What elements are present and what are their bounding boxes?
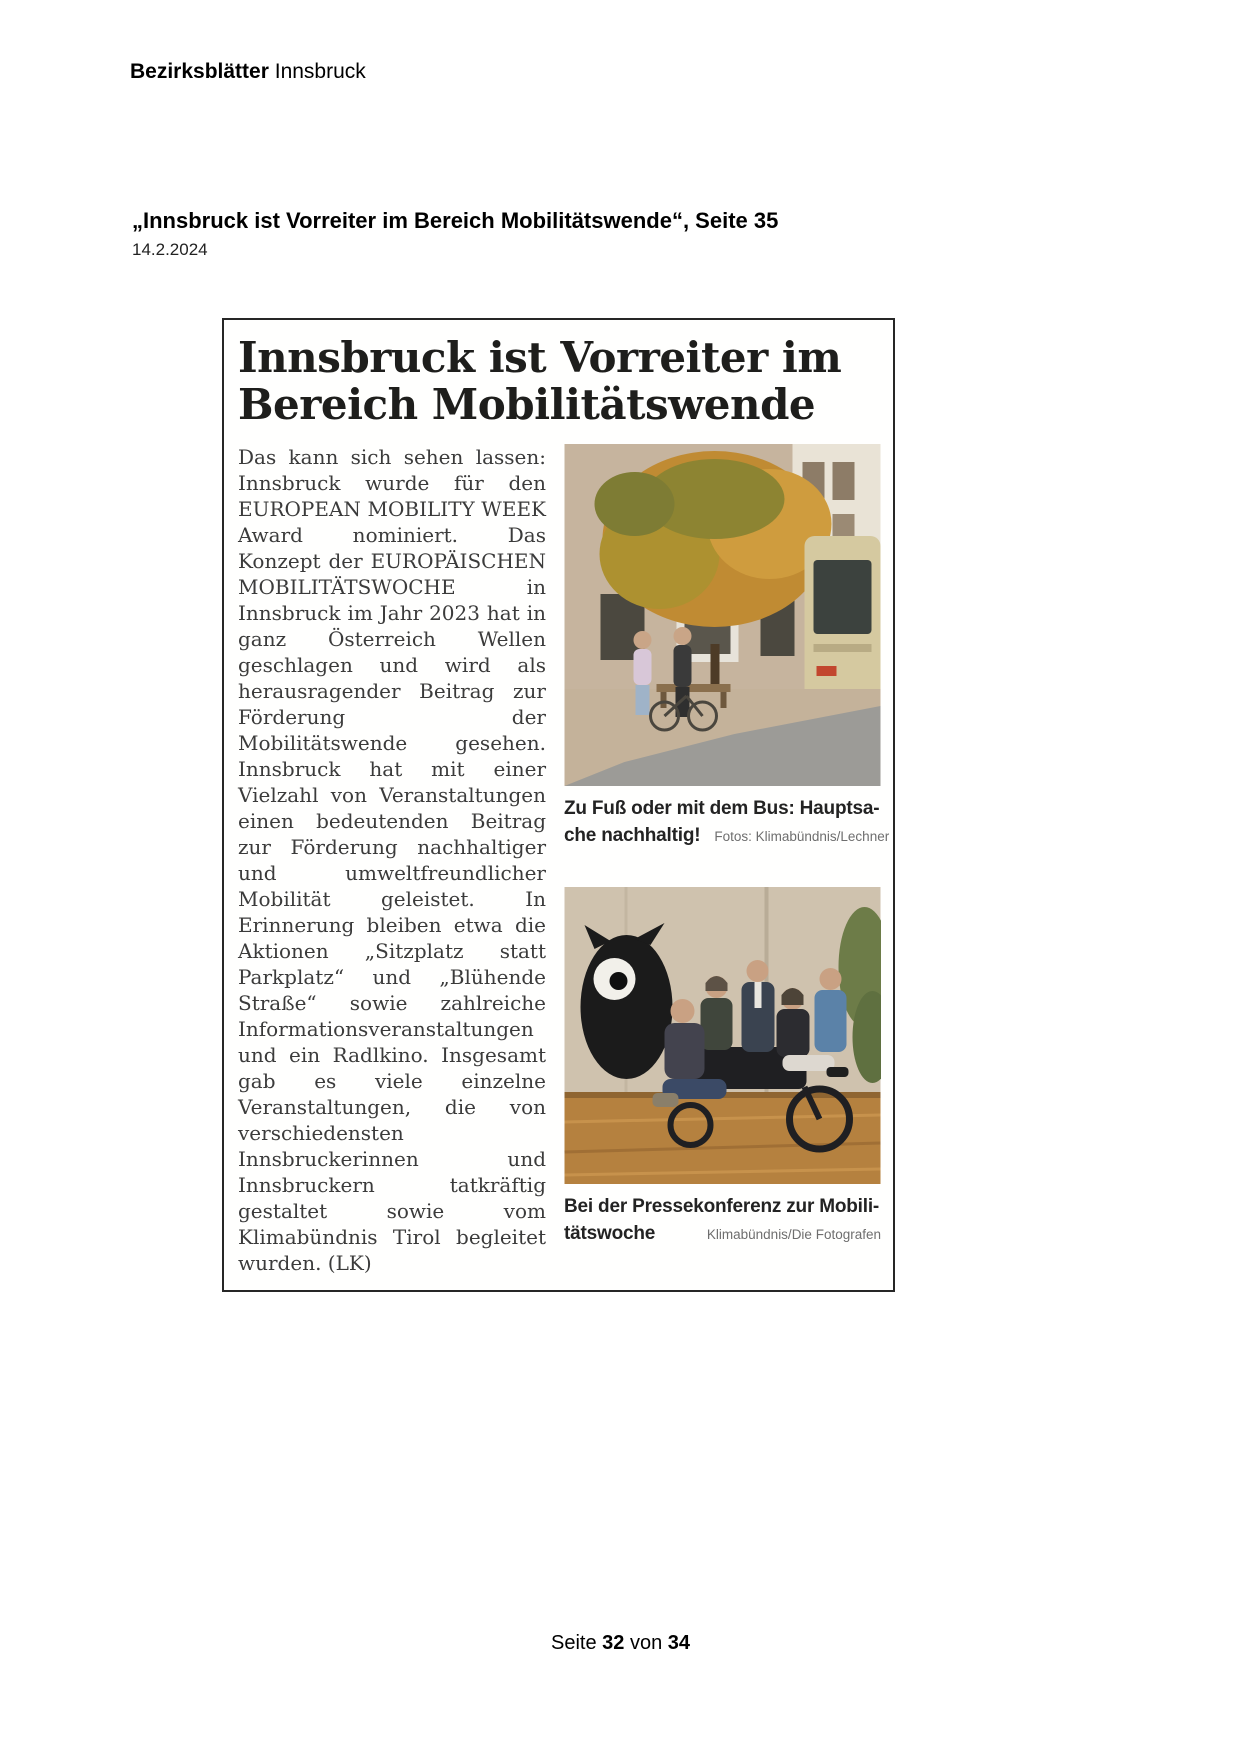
footer-total-pages: 34 (667, 1632, 691, 1654)
photo1-credit: Fotos: Klimabündnis/Lechner (714, 829, 890, 844)
press-conference-photo (564, 887, 881, 1184)
article-headline-line1: Innsbruck ist Vorreiter im (238, 333, 842, 382)
article-media-column (564, 444, 890, 1276)
photo1-caption (564, 795, 890, 849)
publication-header (130, 60, 366, 84)
photo2-caption-line2: tätswoche (564, 1223, 656, 1244)
footer-page-number: 32 (602, 1632, 625, 1654)
photo2-caption-line1: Bei der Pressekonferenz zur Mobili- (564, 1196, 880, 1217)
footer-separator: von (629, 1632, 663, 1654)
photo2-credit: Klimabündnis/Die Fotografen (706, 1227, 881, 1242)
article-columns (238, 444, 890, 1276)
street-photo (564, 444, 881, 786)
publication-edition: Innsbruck (274, 60, 366, 83)
photo1-caption-line2: che nachhaltig! (564, 825, 701, 846)
article-headline (238, 334, 879, 428)
photo1-caption-line1: Zu Fuß oder mit dem Bus: Hauptsa- (564, 798, 880, 819)
clipping-title: „Innsbruck ist Vorreiter im Bereich Mobilitätswende“, Seite 35 (132, 208, 779, 233)
newspaper-clipping (222, 318, 895, 1292)
publication-name: Bezirksblätter (130, 60, 269, 83)
article-headline-line2: Bereich Mobilitätswende (238, 380, 816, 429)
footer-label: Seite (550, 1632, 597, 1654)
photo2-caption (564, 1193, 881, 1247)
page-footer (0, 1632, 1241, 1655)
clipping-date: 14.2.2024 (132, 240, 208, 259)
article-body: Das kann sich sehen lassen: Innsbruck wurde für den EUROPEAN MOBILITY WEEK Award nominiert. Das Konzept der EUROPÄISCHEN MOBILITÄTSWOCHE in Innsbruck im Jahr 2023 hat in ganz Österreich Wellen geschlagen und wird als herausragender Beitrag zur Förderung der Mobilitätswende gesehen. Innsbruck hat mit einer Vielzahl von Veranstaltungen einen bedeutenden Beitrag zur Förderung nachhaltiger und umweltfreundlicher Mobilität geleistet. In Erinnerung bleiben etwa die Aktionen „Sitzplatz statt Parkplatz“ und „Blühende Straße“ sowie zahlreiche Informationsveranstaltungen und ein Radlkino. Insgesamt gab es viele einzelne Veranstaltungen, die von verschiedensten Innsbruckerinnen und Innsbruckern tatkräftig gestaltet sowie vom Klimabündnis Tirol begleitet wurden. (LK) (238, 445, 546, 1275)
